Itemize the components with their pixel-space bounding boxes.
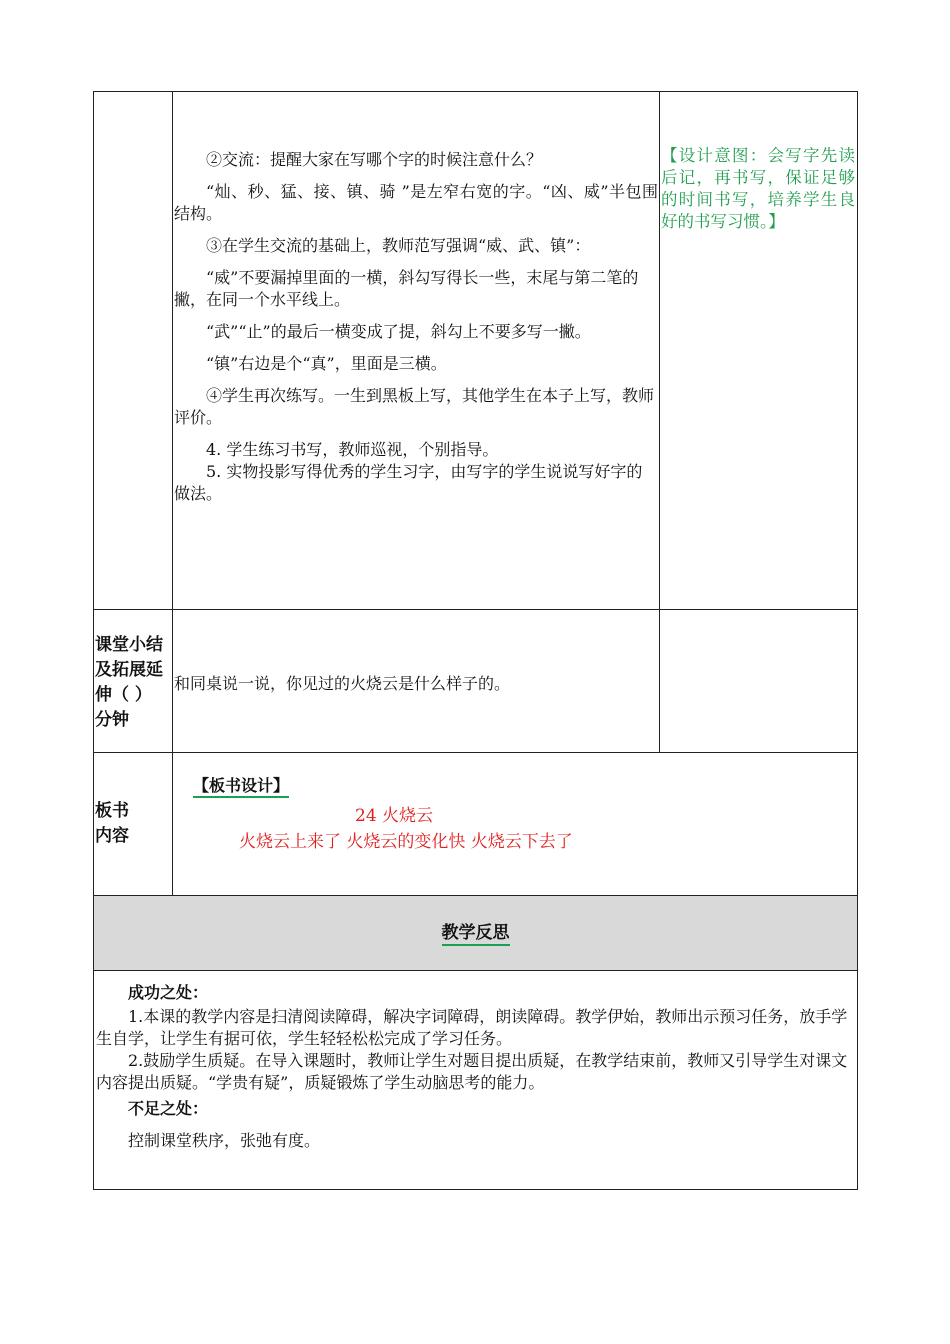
- paragraph: ④学生再次练写。一生到黑板上写，其他学生在本子上写，教师评价。: [174, 386, 655, 427]
- row1-content: [174, 149, 658, 505]
- row-divider-4: [93, 970, 858, 971]
- paragraph: ②交流：提醒大家在写哪个字的时候注意什么？: [206, 150, 543, 169]
- design-intent-note: 【设计意图：会写字先读后记，再书写，保证足够的时间书写，培养学生良好的书写习惯。】: [661, 146, 855, 231]
- table-border-right: [857, 91, 858, 1190]
- table-border-bottom: [93, 1189, 858, 1190]
- label-line: 内容: [95, 826, 129, 846]
- summary-label: [95, 633, 171, 733]
- row-divider-2: [93, 752, 858, 753]
- row-divider-1: [93, 609, 858, 610]
- summary-content: 和同桌说一说，你见过的火烧云是什么样子的。: [174, 674, 511, 693]
- column-divider-note: [659, 91, 660, 752]
- reflection-title: [93, 922, 858, 944]
- paragraph: 4. 学生练习书写，教师巡视，个别指导。: [206, 440, 499, 459]
- label-line: 伸（ ）: [95, 685, 152, 705]
- lesson-points: 火烧云上来了 火烧云的变化快 火烧云下去了: [239, 832, 573, 852]
- paragraph: “镇”右边是个“真”，里面是三横。: [206, 354, 447, 373]
- success-heading: 成功之处：: [128, 983, 209, 1002]
- reflection-title-text: 教学反思: [442, 923, 510, 946]
- lesson-plan-table: [93, 91, 858, 1191]
- success-item: 2.鼓励学生质疑。在导入课题时，教师让学生对题目提出质疑，在教学结束前，教师又引导学生对课文内容提出质疑。“学贵有疑”，质疑锻炼了学生动脑思考的能力。: [96, 1051, 848, 1092]
- board-design-title-text: 【板书设计】: [193, 776, 289, 798]
- lesson-title: 24 火烧云: [355, 806, 434, 826]
- reflection-body: [96, 982, 856, 1152]
- shortcoming-text: 控制课堂秩序，张弛有度。: [128, 1131, 321, 1150]
- label-line: 课堂小结: [95, 635, 163, 655]
- success-item: 1.本课的教学内容是扫清阅读障碍，解决字词障碍，朗读障碍。教学伊始，教师出示预习任务，放手学生自学，让学生有据可依，学生轻轻松松完成了学习任务。: [96, 1007, 848, 1048]
- paragraph: “灿、秒、猛、接、镇、骑 ”是左窄右宽的字。“凶、威”半包围结构。: [174, 182, 658, 223]
- table-border-top: [93, 91, 858, 92]
- label-line: 板书: [95, 801, 129, 821]
- paragraph: ③在学生交流的基础上，教师范写强调“威、武、镇”：: [206, 236, 591, 255]
- column-divider-label: [172, 91, 173, 895]
- label-line: 分钟: [95, 710, 129, 730]
- paragraph: “威”不要漏掉里面的一横，斜勾写得长一些，末尾与第二笔的撇，在同一个水平线上。: [174, 268, 639, 309]
- shortcoming-heading: 不足之处：: [128, 1099, 209, 1118]
- label-line: 及拓展延: [95, 660, 163, 680]
- board-label: [95, 799, 171, 849]
- board-design-title: [193, 775, 289, 797]
- table-border-left: [93, 91, 94, 1190]
- paragraph: “武”“止”的最后一横变成了提，斜勾上不要多写一撇。: [206, 322, 591, 341]
- paragraph: 5. 实物投影写得优秀的学生习字，由写字的学生说说写好字的做法。: [174, 462, 643, 503]
